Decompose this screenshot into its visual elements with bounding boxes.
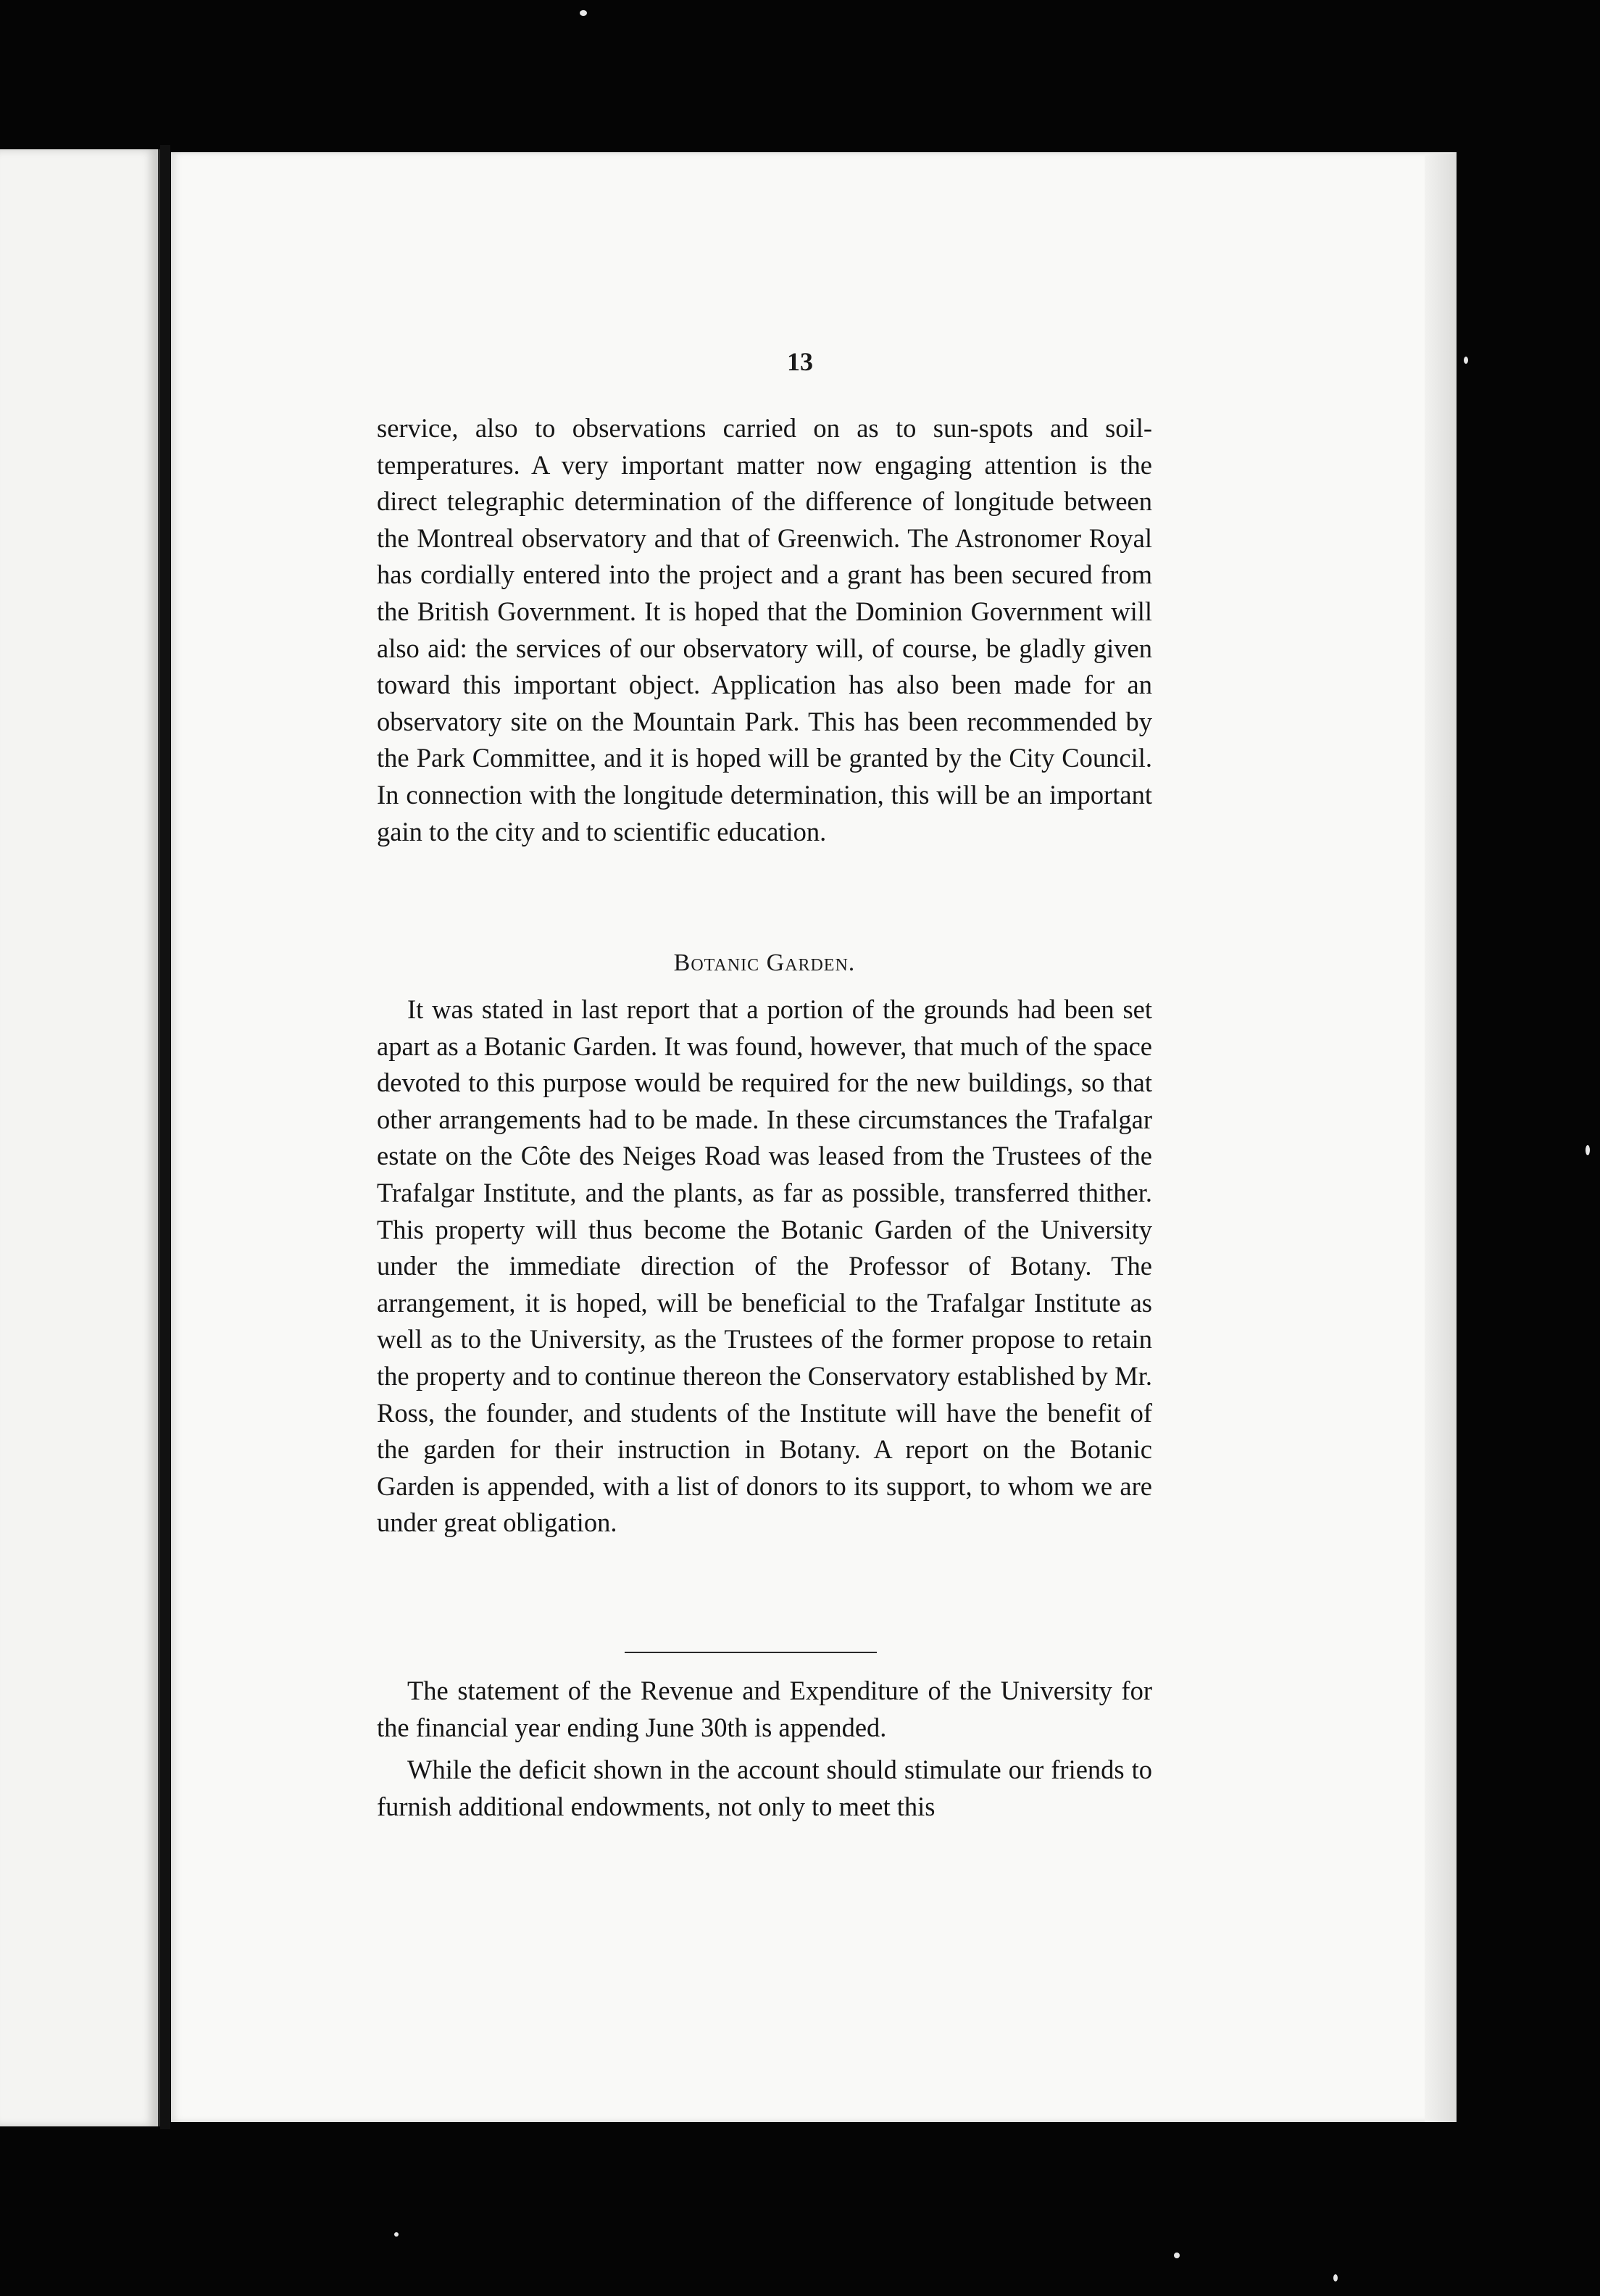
page-fore-edge — [1425, 154, 1457, 2122]
scan-speck — [1586, 1145, 1590, 1155]
facing-page-edge — [0, 149, 160, 2126]
scan-speck — [1333, 2274, 1338, 2282]
book-gutter — [160, 145, 170, 2129]
section-heading-botanic-garden: Botanic Garden. — [673, 949, 856, 976]
section-divider-rule — [625, 1652, 877, 1653]
paragraph-observatory: service, also to observations carried on as to sun-spots and soil-temperatures. A very important matter now engaging attention is the direct telegraphic determination of the difference of longitude between the Montreal observatory and that of Greenwich. The Astronomer Royal has cordially entered into the project and a grant has been secured from the British Government. It is hoped that the Dominion Government will also aid: the services of our observatory will, of course, be gladly given toward this important object. Application has also been made for an observatory site on the Mountain Park. This has been recommended by the Park Committee, and it is hoped will be granted by the City Council. In connection with the longitude determination, this will be an important gain to the city and to scientific education. — [377, 413, 1152, 847]
paragraph-revenue-statement: The statement of the Revenue and Expenditure of the University for the financial year ending June 30th is appended. — [377, 1676, 1152, 1742]
scan-speck — [580, 10, 587, 16]
scan-speck — [1174, 2253, 1180, 2258]
scan-speck — [1464, 357, 1468, 364]
paragraph-botanic-garden: It was stated in last report that a portion of the grounds had been set apart as a Botanic Garden. It was found, however, that much of the space devoted to this purpose would be required for the new buildings, so that other arrangements had to be made. In these circumstances the Trafalgar estate on the Côte des Neiges Road was leased from the Trustees of the Trafalgar Institute, and the plants, as far as possible, transferred thither. This property will thus become the Botanic Garden of the University under the immediate direction of the Professor of Botany. The arrangement, it is hoped, will be beneficial to the Trafalgar Institute as well as to the University, as the Trustees of the former propose to retain the property and to continue thereon the Conservatory established by Mr. Ross, the founder, and students of the Institute will have the benefit of the garden for their instruction in Botany. A report on the Botanic Garden is appended, with a list of donors to its support, to whom we are under great obligation. — [377, 994, 1152, 1538]
scan-speck — [394, 2232, 399, 2237]
page-number: 13 — [787, 347, 813, 376]
paragraph-deficit: While the deficit shown in the account should stimulate our friends to furnish additional endowments, not only to meet this — [377, 1755, 1152, 1821]
